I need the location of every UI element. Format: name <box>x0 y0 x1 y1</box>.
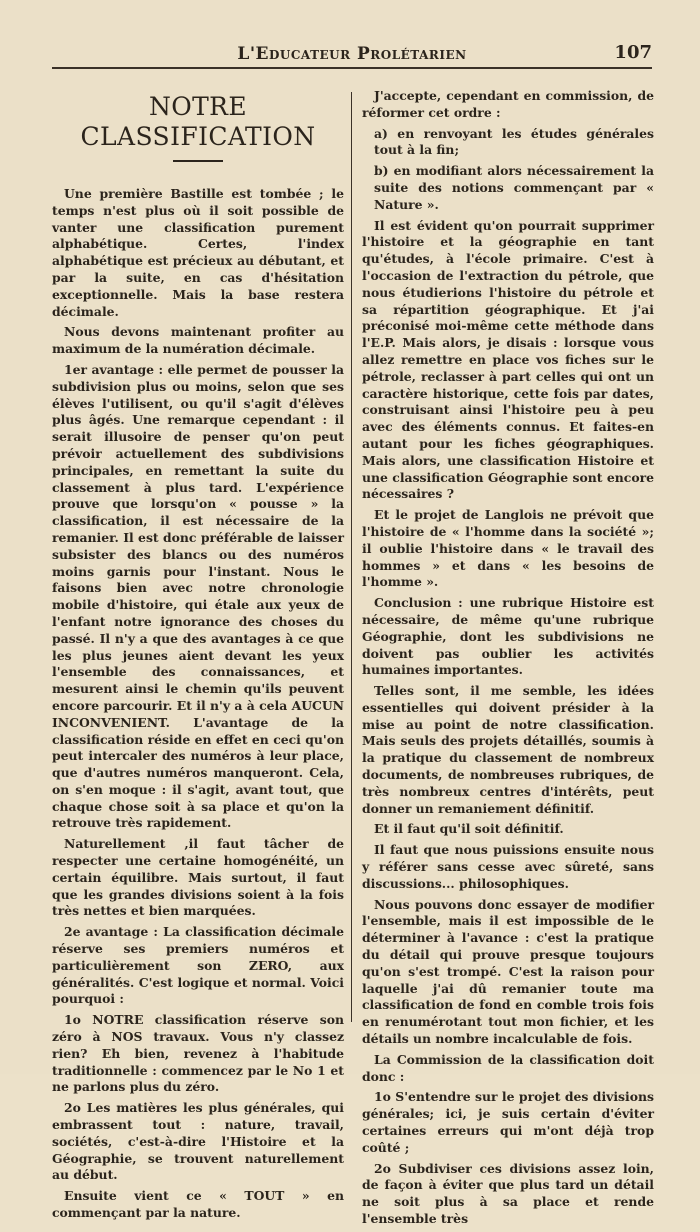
list-item: a) en renvoyant les études générales tout à la fin; <box>374 125 654 158</box>
paragraph: Et le projet de Langlois ne prévoit que l'histoire de « l'homme dans la société »; il oublie l'histoire dans « le travail des hommes » et dans « les besoins de l'homme ». <box>362 507 654 590</box>
paragraph: 2o Subdiviser ces divisions assez loin, de façon à éviter que plus tard un détail ne soit plus à sa place et rende l'ensemble très <box>362 1160 654 1226</box>
article-title: NOTRE CLASSIFICATION <box>80 92 316 151</box>
paragraph: 2e avantage : La classification décimale réserve ses premiers numéros et particulièrement son ZERO, aux généralités. C'est logique et normal. Voici pourquoi : <box>52 924 344 1007</box>
right-column <box>362 88 654 1232</box>
paragraph: Ensuite vient ce « TOUT » en commençant par la nature. <box>52 1188 344 1221</box>
paragraph: Et il faut qu'il soit définitif. <box>374 821 564 837</box>
paragraph: Une première Bastille est tombée ; le temps n'est plus où il soit possible de vanter une classification purement alphabétique. Certes, l'index alphabétique est précieux au débutant, et par la suite, en cas d'hésitation exceptionnelle. Mais la base restera décimale. <box>52 186 344 319</box>
left-column <box>52 88 344 1226</box>
paragraph: Naturellement ,il faut tâcher de respecter une certaine homogénéité, un certain équilibre. Mais surtout, il faut que les grandes divisions soient à la fois très nettes et bien marquées. <box>52 836 344 919</box>
page-number: 107 <box>614 42 652 63</box>
paragraph: J'accepte, cependant en commission, de réformer cet ordre : <box>362 88 654 120</box>
page-header <box>52 40 652 68</box>
paragraph: Il est évident qu'on pourrait supprimer l'histoire et la géographie en tant qu'études, à l'école primaire. C'est à l'occasion de l'extraction du pétrole, que nous étudierions l'histoire du pétrole et sa répartition géographique. Et j'ai préconisé moi-même cette méthode dans l'E.P. Mais alors, je disais : lorsque vous allez remettre en place vos fiches sur le pétrole, reclasser à part celles qui ont un caractère historique, cette fois par dates, construisant ainsi l'histoire peu à peu avec des éléments connus. Et faites-en autant pour les fiches géographiques. Mais alors, une classification Histoire et une classification Géographie sont encore nécessaires ? <box>362 217 654 502</box>
list-item: b) en modifiant alors nécessairement la suite des notions commençant par « Nature ». <box>374 163 654 212</box>
paragraph: 1o S'entendre sur le projet des divisions générales; ici, je suis certain d'éviter certaines erreurs qui m'ont déjà trop coûté ; <box>362 1089 654 1155</box>
paragraph: La Commission de la classification doit donc : <box>362 1051 654 1084</box>
paragraph: Il faut que nous puissions ensuite nous y référer sans cesse avec sûreté, sans discussions... philosophiques. <box>362 842 654 891</box>
header-rule <box>52 67 652 69</box>
column-divider <box>351 92 352 1022</box>
paragraph: Nous pouvons donc essayer de modifier l'ensemble, mais il est impossible de le déterminer à l'avance : c'est la pratique du détail qui prouve presque toujours qu'on s'est trompé. C'est la raison pour laquelle j'ai dû remanier toute ma classification de fond en comble trois fois en renumérotant tout mon fichier, et les détails un nombre incalculable de fois. <box>362 896 654 1047</box>
paragraph: 1o NOTRE classification réserve son zéro à NOS travaux. Vous n'y classez rien? Eh bien, revenez à l'habitude traditionnelle : commencez par le No 1 et ne parlons plus du zéro. <box>52 1012 344 1095</box>
journal-title: L'Educateur Prolétarien <box>237 44 467 64</box>
paragraph: Nous devons maintenant profiter au maximum de la numération décimale. <box>52 324 344 357</box>
paragraph: Conclusion : une rubrique Histoire est nécessaire, de même qu'une rubrique Géographie, dont les subdivisions ne doivent pas oublier les activités humaines importantes. <box>362 595 654 678</box>
paragraph: Telles sont, il me semble, les idées essentielles qui doivent présider à la mise au point de notre classification. Mais seuls des projets détaillés, soumis à la pratique du classement de nombreux documents, de nombreuses rubriques, de très nombreux centres d'intérêts, peut donner un remaniement définitif. <box>362 683 654 816</box>
paragraph: 1er avantage : elle permet de pousser la subdivision plus ou moins, selon que ses élèves l'utilisent, ou qu'il s'agit d'élèves plus âgés. Une remarque cependant : il serait illusoire de penser qu'on peut prévoir actuellement des subdivisions principales, en remettant la suite du classement à plus tard. L'expérience prouve que lorsqu'on « pousse » la classification, il est nécessaire de la remanier. Il est donc préférable de laisser subsister des blancs ou des numéros moins garnis pour l'instant. Nous le faisons bien avec notre chronologie mobile d'histoire, qui étale aux yeux de l'enfant notre ignorance des choses du passé. Il n'y a que des avantages à ce que les plus jeunes aient devant les yeux l'ensemble des connaissances, et mesurent ainsi le chemin qu'ils peuvent encore parcourir. Et il n'y a à cela AUCUN INCONVENIENT. L'avantage de la classification réside en effet en ceci qu'on peut intercaler des numéros à leur place, que d'autres numéros manqueront. Cela, on s'en moque : il s'agit, avant tout, que chaque chose soit à sa place et qu'on la retrouve très rapidement. <box>52 361 344 831</box>
paragraph: 2o Les matières les plus générales, qui embrassent tout : nature, travail, sociétés, c'est-à-dire l'Histoire et la Géographie, se trouvent naturellement au début. <box>52 1100 344 1183</box>
title-rule <box>173 160 223 162</box>
